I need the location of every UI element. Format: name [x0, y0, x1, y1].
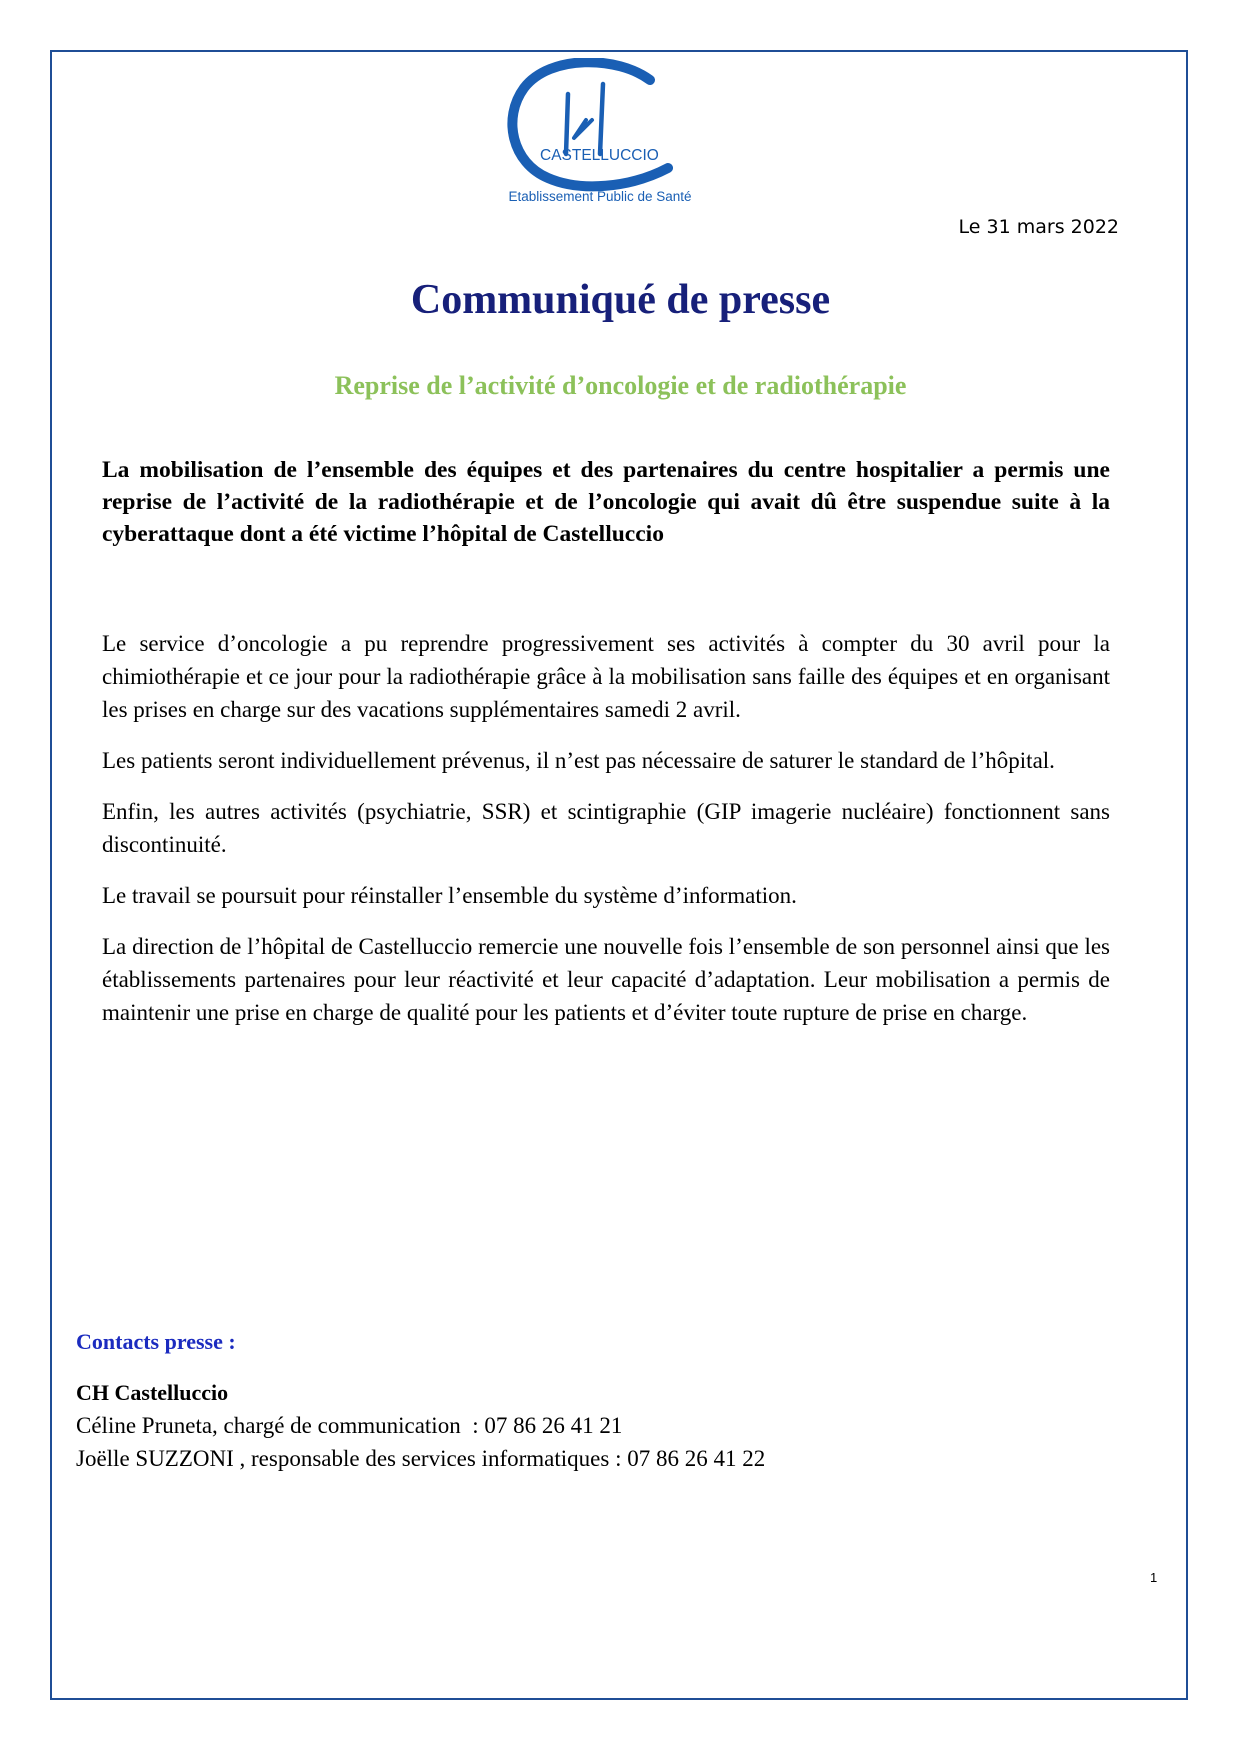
document-date: Le 31 mars 2022 — [958, 216, 1119, 238]
press-contacts — [76, 1329, 976, 1475]
contacts-organization: CH Castelluccio — [76, 1380, 229, 1405]
logo-text: CASTELLUCCIO — [540, 147, 659, 164]
logo-tagline: Etablissement Public de Santé — [508, 189, 692, 204]
body-text — [102, 627, 1110, 1047]
body-paragraph: Les patients seront individuellement prévenus, il n’est pas nécessaire de saturer le standard de l’hôpital. — [102, 748, 1055, 773]
page-number: 1 — [1150, 1570, 1158, 1585]
body-paragraph: Le service d’oncologie a pu reprendre progressivement ses activités à compter du 30 avril pour la chimiothérapie et ce jour pour la radiothérapie grâce à la mobilisation sans faille des équipes et en organisant les prises en charge sur des vacations supplémentaires samedi 2 avril. — [102, 631, 1110, 722]
body-paragraph: La direction de l’hôpital de Castelluccio remercie une nouvelle fois l’ensemble de son personnel ainsi que les établissements partenaires pour leur réactivité et leur capacité d’adaptation. Leur mobilisation a permis de maintenir une prise en charge de qualité pour les patients et d’éviter toute rupture de prise en charge. — [102, 934, 1110, 1025]
page-title: Communiqué de presse — [410, 277, 831, 323]
contact-line: Joëlle SUZZONI , responsable des services informatiques : 07 86 26 41 22 — [76, 1446, 766, 1471]
contacts-heading: Contacts presse : — [76, 1329, 236, 1354]
contact-line: Céline Pruneta, chargé de communication : 07 86 26 41 21 — [76, 1413, 623, 1438]
page-subtitle: Reprise de l’activité d’oncologie et de radiothérapie — [334, 371, 907, 400]
body-paragraph: Enfin, les autres activités (psychiatrie, SSR) et scintigraphie (GIP imagerie nucléaire) fonctionnent sans discontinuité. — [102, 799, 1110, 857]
body-paragraph: Le travail se poursuit pour réinstaller l’ensemble du système d’information. — [102, 883, 797, 908]
lead-paragraph: La mobilisation de l’ensemble des équipes et des partenaires du centre hospitalier a permis une reprise de l’activité de la radiothérapie et de l’oncologie qui avait dû être suspendue suite à la cyberattaque dont a été victime l’hôpital de Castelluccio — [102, 457, 1110, 547]
